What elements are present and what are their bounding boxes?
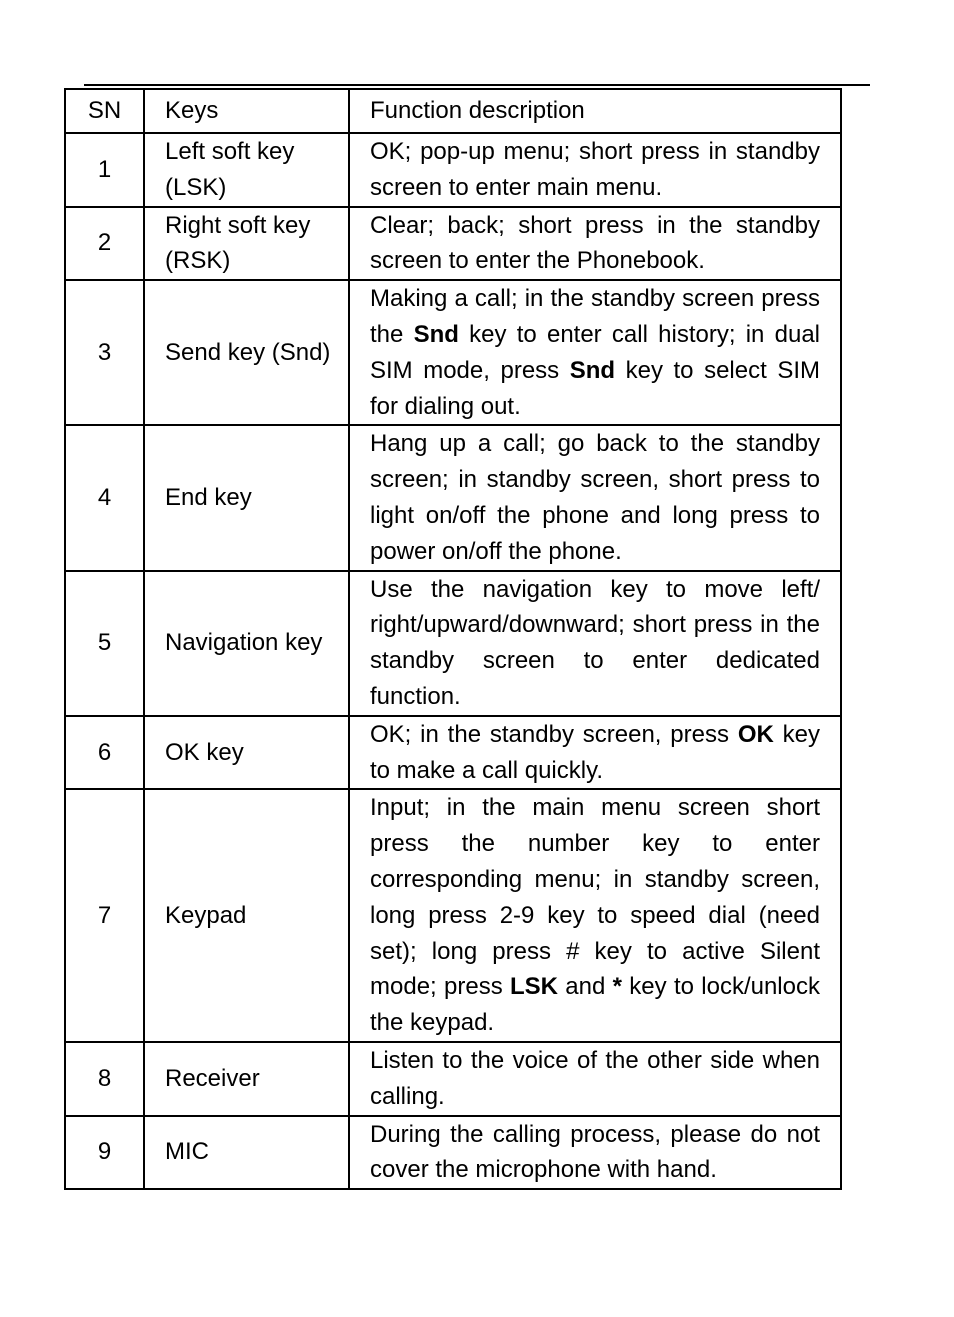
keys-table bbox=[64, 88, 842, 1190]
row-description bbox=[349, 571, 841, 716]
table-row bbox=[65, 133, 841, 207]
table-row bbox=[65, 716, 841, 790]
row-key-name: MIC bbox=[144, 1116, 349, 1190]
table-row bbox=[65, 789, 841, 1042]
row-description bbox=[349, 207, 841, 281]
description-text: Making a call; in the standby screen press the bbox=[370, 285, 820, 348]
description-text: key to select SIM for dialing out. bbox=[370, 356, 821, 420]
row-description bbox=[349, 133, 841, 207]
table-row bbox=[65, 207, 841, 281]
description-text: During the calling process, please do not cover the microphone with hand. bbox=[370, 1120, 820, 1184]
row-sn: 8 bbox=[65, 1042, 144, 1116]
row-key-name: OK key bbox=[144, 716, 349, 790]
description-bold-term: OK bbox=[737, 720, 774, 748]
description-bold-term: Snd bbox=[569, 356, 616, 384]
row-sn: 3 bbox=[65, 280, 144, 425]
row-sn: 9 bbox=[65, 1116, 144, 1190]
description-text: key to enter call history; in dual SIM mode, press bbox=[370, 320, 820, 384]
row-key-name: Receiver bbox=[144, 1042, 349, 1116]
description-text: OK; in the standby screen, press bbox=[370, 720, 738, 748]
table-row bbox=[65, 280, 841, 425]
description-text: OK; pop-up menu; short press in standby screen to enter main menu. bbox=[370, 138, 820, 201]
row-description bbox=[349, 425, 841, 570]
row-key-name: Left soft key (LSK) bbox=[144, 133, 349, 207]
description-text: Clear; back; short press in the standby screen to enter the Phonebook. bbox=[370, 211, 820, 275]
table-row bbox=[65, 1042, 841, 1116]
row-description bbox=[349, 1116, 841, 1190]
table-row bbox=[65, 1116, 841, 1190]
table-row bbox=[65, 425, 841, 570]
description-bold-term: Snd bbox=[413, 320, 459, 348]
description-text: Input; in the main menu screen short press the number key to enter corresponding menu; in standby screen, long press 2-9 key to speed dial (need set); long press # key to active Silent mode; press bbox=[370, 794, 820, 1001]
row-sn: 2 bbox=[65, 207, 144, 281]
row-key-name: Right soft key (RSK) bbox=[144, 207, 349, 281]
row-description bbox=[349, 716, 841, 790]
header-keys: Keys bbox=[144, 89, 349, 133]
row-description bbox=[349, 1042, 841, 1116]
row-key-name: Keypad bbox=[144, 789, 349, 1042]
row-description bbox=[349, 280, 841, 425]
row-description bbox=[349, 789, 841, 1042]
description-text: Listen to the voice of the other side when calling. bbox=[370, 1046, 820, 1110]
row-sn: 1 bbox=[65, 133, 144, 207]
table-header-row bbox=[65, 89, 841, 133]
header-sn: SN bbox=[65, 89, 144, 133]
row-key-name: End key bbox=[144, 425, 349, 570]
row-key-name: Send key (Snd) bbox=[144, 280, 349, 425]
row-key-name: Navigation key bbox=[144, 571, 349, 716]
description-text: Hang up a call; go back to the standby screen; in standby screen, short press to light on/off the phone and long press to power on/off the phone. bbox=[370, 430, 820, 565]
description-text: key to lock/unlock the keypad. bbox=[370, 973, 820, 1037]
description-text: Use the navigation key to move left/ right/upward/downward; short press in the standby screen to enter dedicated function. bbox=[370, 575, 820, 710]
description-text: key to make a call quickly. bbox=[370, 720, 821, 784]
description-bold-term: * bbox=[612, 973, 622, 1001]
table-row bbox=[65, 571, 841, 716]
description-bold-term: LSK bbox=[510, 973, 558, 1001]
row-sn: 4 bbox=[65, 425, 144, 570]
row-sn: 6 bbox=[65, 716, 144, 790]
row-sn: 5 bbox=[65, 571, 144, 716]
header-description: Function description bbox=[349, 89, 841, 133]
row-sn: 7 bbox=[65, 789, 144, 1042]
description-text: and bbox=[558, 973, 613, 1001]
top-rule bbox=[84, 84, 870, 86]
